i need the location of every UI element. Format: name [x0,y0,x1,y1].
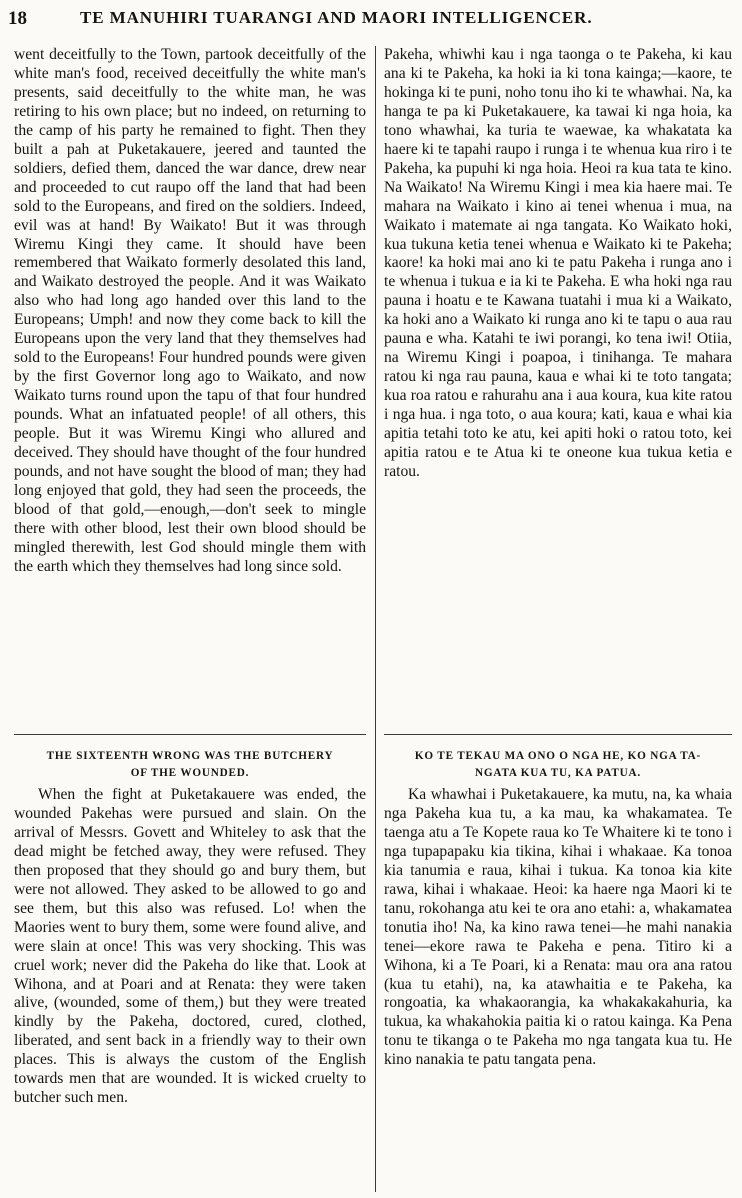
english-section-sixteenth-wrong [14,748,366,1108]
column-divider [375,46,376,1192]
english-paragraph: went deceitfully to the Town, partook deceitfully of the white man's food, received deceitfully the white man's presents, said deceitfully to the white man, he was retiring to his own place; but no indeed, on returning to the camp of his party he remained to fight. Then they built a pah at Puketakauere, jeered and taunted the soldiers, defied them, danced the war dance, drew near and proceeded to cut raupo off the land that had been sold to the Europeans, and fired on the soldiers. Indeed, evil was at hand! By Waikato! But it was through Wiremu Kingi they came. It should have been remembered that Waikato formerly desolated this land, and Waikato destroyed the people. And it was Waikato also who had long ago handed over this land to the Europeans; Umph! and now they come back to kill the Europeans upon the very land that they themselves had sold to the Europeans! Four hundred pounds were given by the first Governor long ago to Waikato, and now Waikato turns round upon the tapu of that four hundred pounds. What an infatuated people! of all others, this people. But it was Wiremu Kingi who allured and deceived. They should have thought of the four hundred pounds, and not have sought the blood of man; they had long enjoyed that gold, they had seen the proceeds, the blood of that gold,—enough,—don't seek to mingle there with other blood, lest their own blood should be mingled therewith, lest God should mingle them with the earth which they themselves had long since sold. [14,46,366,575]
section-heading-maori [384,748,732,782]
english-column-top [14,46,366,577]
page-header [0,0,742,40]
section-heading-maori-line1: KO TE TEKAU MA ONO O NGA HE, KO NGA TA- [414,750,702,762]
english-section-paragraph: When the fight at Puketakauere was ended, the wounded Pakehas were pursued and slain. On the arrival of Messrs. Govett and Whiteley to ask that the dead might be fetched away, they were refused. They then proposed that they should go and bury them, but were not allowed. They asked to be allowed to go and see them, but this also was refused. Lo! when the Maories went to bury them, some were found alive, and were slain at once! This was very shocking. This was cruel work; never did the Pakeha do like that. Look at Wihona, and at Poari and at Renata: they were taken alive, (wounded, some of them,) but they were treated kindly by the Pakeha, doctored, cured, clothed, liberated, and sent back in a friendly way to their own places. This is always the custom of the English towards men that are wounded. It is wicked cruelty to butcher such men. [14,786,366,1107]
section-heading-english-line2: OF THE WOUNDED. [130,767,250,779]
maori-paragraph: Pakeha, whiwhi kau i nga taonga o te Pakeha, ki kau ana ki te Pakeha, ka hoki ia ki tona kainga;—kaore, te hokinga ki te puni, noho tonu iho ki te whawhai. Na, ka hanga te pa ki Puketakauere, ka tawai ki nga hoia, ka tono whawhai, ka turia te waewae, ka whakatata ka haere ki te tapahi raupo i runga i te whenua kua riro i te Pakeha, ka pupuhi ki nga hoia. Heoi ra kua tata te kino. Na Waikato! Na Wiremu Kingi i mea kia haere mai. Te mahara na Waikato i kino ai tenei whenua i mua, na Waikato i matemate ai nga tangata. Ko Waikato hoki, kua tukuna ketia tenei whenua e Waikato ki te Pakeha; kaore! ka hoki mai ano ki te patu Pakeha i runga ano i te whenua i tukua e ia ki te Pakeha. E wha hoki nga rau pauna i hoatu e te Kawana tuatahi i mua ki a Waikato, ka hoki ano a Waikato ki runga ano ki te tapu o aua rau pauna e wha. Katahi te iwi porangi, ko tena iwi! Otiia, na Wiremu Kingi i poapoa, i tinihanga. Te mahara ratou ki nga rau pauna, kaua e whai ki te toto tangata; kua roa ratou e rahurahu ana i aua koura, kua kite ratou i nga hua. i nga toto, o aua koura; kati, kaua e whai kia apitia tetahi toto ke atu, kei apiti hoki o ratou toto, kei apitia ratou e te Atua ki te oneone kua tukua ketia e ratou. [384,46,732,480]
section-divider-left [14,734,366,735]
maori-section-paragraph: Ka whawhai i Puketakauere, ka mutu, na, ka whaia nga Pakeha kua tu, a ka mau, ka whakamatea. Te taenga atu a Te Kopete raua ko Te Whaitere ki te tono i nga tupapapaku kia tikina, kihai i whakaae. Ka tonoa kia tanumia e raua, kihai i tukua. Ka tonoa kia kite rawa, kihai i whakaae. Heoi: ka haere nga Maori ki te tanu, rokohanga atu kei te ora ano etahi: a, whakamatea tonutia iho! Na, ka kino rawa tenei—he mahi nanakia tenei—ekore rawa te Pakeha e pena. Titiro ki a Wihona, ki a Te Poari, ki a Renata: mau ora ana ratou (kua tu etahi), na, ka atawhaitia e te Pakeha, ka rongoatia, ka whakaorangia, ka whakakakahuria, ka tukua, ka whakahokia paitia ki o ratou kainga. Ka Pena tonu te tikanga o te Pakeha mo nga tangata kua tu. He kino nanakia te patu tangata pena. [384,786,732,1069]
maori-column-top [384,46,732,482]
newspaper-title: TE MANUHIRI TUARANGI AND MAORI INTELLIGENCER. [80,8,593,27]
section-heading-maori-line2: NGATA KUA TU, KA PATUA. [475,767,641,779]
section-heading-english-line1: THE SIXTEENTH WRONG WAS THE BUTCHERY [46,750,334,762]
page-number: 18 [8,8,27,29]
section-heading-english [14,748,366,782]
section-divider-right [384,734,732,735]
maori-section-tekau-ma-ono [384,748,732,1070]
